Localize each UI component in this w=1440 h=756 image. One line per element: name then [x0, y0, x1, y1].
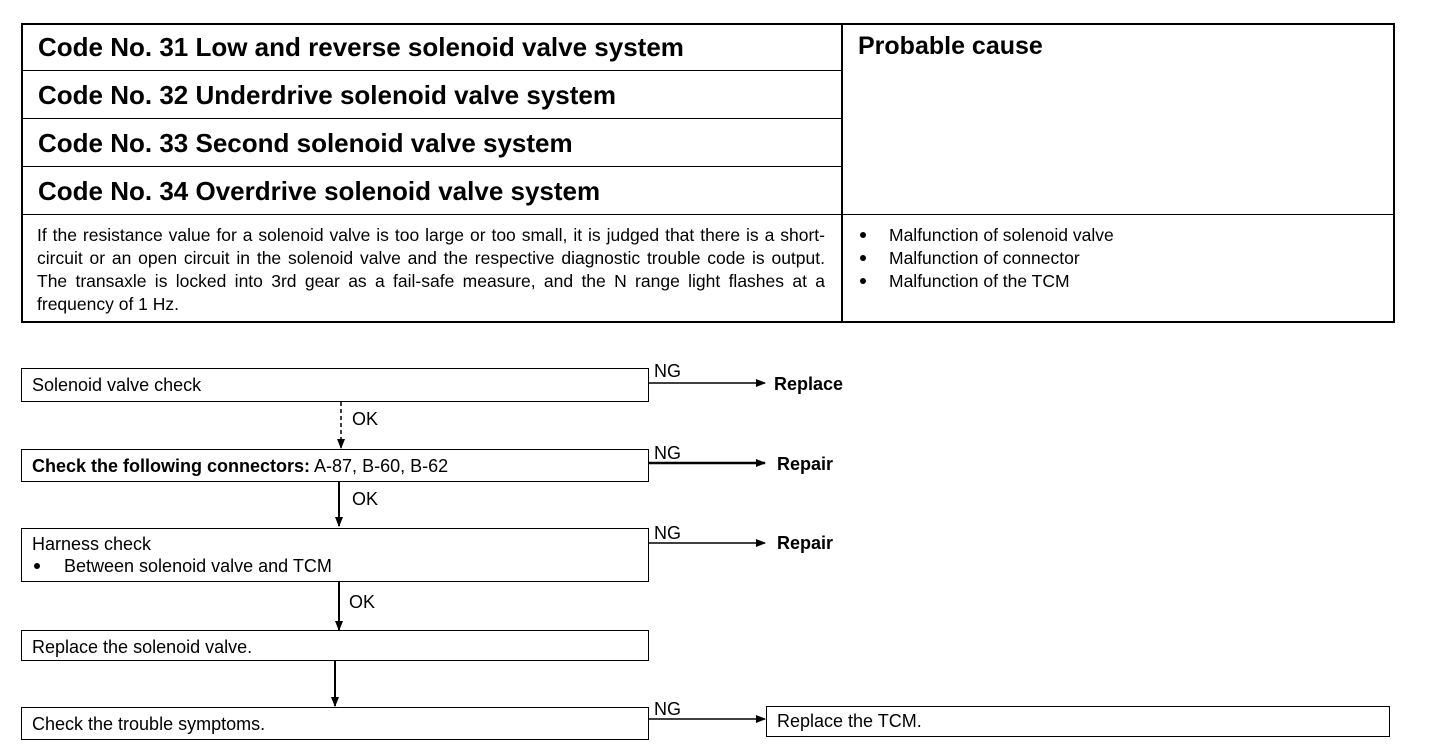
ok-label-3: OK — [349, 592, 376, 612]
cause-item: Malfunction of solenoid valve — [857, 224, 1395, 247]
step-harness-check — [21, 528, 649, 582]
step-check-connectors-bold: Check the following connectors: — [32, 456, 311, 476]
ng-label-1: NG — [654, 361, 681, 381]
ng-label-3: NG — [654, 523, 681, 543]
step-solenoid-valve-check: Solenoid valve check — [21, 368, 649, 402]
code-31-title: Code No. 31 Low and reverse solenoid valve system — [21, 23, 843, 71]
step-check-symptoms: Check the trouble symptoms. — [21, 707, 649, 740]
probable-cause-heading: Probable cause — [843, 23, 1395, 215]
ok-label-2: OK — [352, 489, 379, 509]
result-repair-2: Repair — [777, 533, 834, 553]
code-32-title: Code No. 32 Underdrive solenoid valve system — [21, 71, 843, 119]
step-check-connectors — [21, 449, 649, 482]
result-replace-tcm: Replace the TCM. — [766, 706, 1390, 737]
code-33-title: Code No. 33 Second solenoid valve system — [21, 119, 843, 167]
result-replace: Replace — [774, 374, 844, 394]
harness-check-bullet: Between solenoid valve and TCM — [32, 555, 638, 577]
ok-label-1: OK — [352, 409, 379, 429]
fault-description: If the resistance value for a solenoid valve is too large or too small, it is judged that there is a short-circuit or an open circuit in the solenoid valve and the respective diagnostic trouble code is output. The transaxle is locked into 3rd gear as a fail-safe measure, and the N range light flashes at a frequency of 1 Hz. — [21, 215, 843, 323]
result-repair-1: Repair — [777, 454, 834, 474]
step-replace-solenoid: Replace the solenoid valve. — [21, 630, 649, 661]
step-check-connectors-ids: A-87, B-60, B-62 — [310, 456, 449, 476]
cause-item: Malfunction of connector — [857, 247, 1395, 270]
code-34-title: Code No. 34 Overdrive solenoid valve system — [21, 167, 843, 215]
ng-label-2: NG — [654, 443, 681, 463]
harness-check-title: Harness check — [32, 534, 152, 554]
ng-label-4: NG — [654, 699, 681, 719]
cause-item: Malfunction of the TCM — [857, 270, 1395, 293]
